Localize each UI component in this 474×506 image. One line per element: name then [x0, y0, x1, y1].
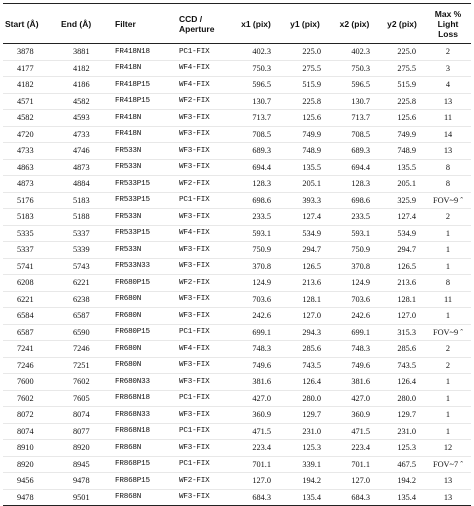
cell-filter: FR680N33: [113, 374, 177, 391]
cell-start: 5335: [3, 225, 59, 242]
cell-filter: FR533N: [113, 242, 177, 259]
cell-end: 6590: [59, 324, 113, 341]
cell-max-light-loss: 8: [425, 159, 471, 176]
cell-filter: FR418N: [113, 126, 177, 143]
cell-filter: FR868P15: [113, 456, 177, 473]
cell-y2: 275.5: [379, 60, 425, 77]
cell-filter: FR418P15: [113, 77, 177, 94]
cell-y2: 127.0: [379, 308, 425, 325]
cell-max-light-loss: 1: [425, 225, 471, 242]
cell-x2: 749.6: [330, 357, 379, 374]
cell-filter: FR680N: [113, 291, 177, 308]
cell-start: 6584: [3, 308, 59, 325]
cell-max-light-loss: 13: [425, 473, 471, 490]
cell-x2: 360.9: [330, 407, 379, 424]
table-row: [3, 126, 471, 143]
cell-x1: 703.6: [232, 291, 280, 308]
header-ccd-aperture: CCD / Aperture: [177, 4, 232, 44]
cell-ccd-aperture: WF2-FIX: [177, 176, 232, 193]
cell-y2: 285.6: [379, 341, 425, 358]
cell-filter: FR533N: [113, 209, 177, 226]
cell-filter: FR680P15: [113, 324, 177, 341]
cell-ccd-aperture: WF3-FIX: [177, 308, 232, 325]
table-row: [3, 159, 471, 176]
header-y1: y1 (pix): [280, 4, 330, 44]
cell-ccd-aperture: WF3-FIX: [177, 242, 232, 259]
cell-y2: 213.6: [379, 275, 425, 292]
cell-ccd-aperture: WF3-FIX: [177, 357, 232, 374]
cell-x1: 713.7: [232, 110, 280, 127]
table-row: [3, 440, 471, 457]
cell-x2: 471.5: [330, 423, 379, 440]
cell-start: 7602: [3, 390, 59, 407]
cell-y1: 128.1: [280, 291, 330, 308]
cell-y2: 515.9: [379, 77, 425, 94]
cell-x2: 370.8: [330, 258, 379, 275]
cell-max-light-loss: 13: [425, 143, 471, 160]
cell-y1: 339.1: [280, 456, 330, 473]
cell-x1: 427.0: [232, 390, 280, 407]
cell-x1: 127.0: [232, 473, 280, 490]
cell-filter: FR533N33: [113, 258, 177, 275]
cell-x1: 596.5: [232, 77, 280, 94]
cell-ccd-aperture: WF3-FIX: [177, 143, 232, 160]
cell-start: 9456: [3, 473, 59, 490]
table-body: [3, 44, 471, 506]
cell-y2: 748.9: [379, 143, 425, 160]
cell-x2: 698.6: [330, 192, 379, 209]
table-row: [3, 341, 471, 358]
table-row: [3, 143, 471, 160]
cell-x1: 471.5: [232, 423, 280, 440]
cell-start: 7246: [3, 357, 59, 374]
cell-y1: 275.5: [280, 60, 330, 77]
cell-y2: 125.6: [379, 110, 425, 127]
cell-ccd-aperture: WF3-FIX: [177, 440, 232, 457]
cell-x1: 750.3: [232, 60, 280, 77]
cell-x1: 223.4: [232, 440, 280, 457]
cell-y2: 225.8: [379, 93, 425, 110]
cell-x1: 689.3: [232, 143, 280, 160]
cell-y2: 467.5: [379, 456, 425, 473]
cell-filter: FR868N: [113, 440, 177, 457]
cell-ccd-aperture: WF2-FIX: [177, 93, 232, 110]
cell-start: 9478: [3, 489, 59, 506]
cell-ccd-aperture: PC1-FIX: [177, 390, 232, 407]
cell-y1: 749.9: [280, 126, 330, 143]
cell-start: 7600: [3, 374, 59, 391]
cell-y1: 126.4: [280, 374, 330, 391]
table-row: [3, 77, 471, 94]
cell-max-light-loss: FOV~9 ˆ: [425, 192, 471, 209]
table-row: [3, 258, 471, 275]
cell-y2: 225.0: [397, 47, 416, 57]
table-row: [3, 291, 471, 308]
table-row: [3, 423, 471, 440]
cell-x1: 708.5: [232, 126, 280, 143]
table-row: [3, 456, 471, 473]
cell-ccd-aperture: PC1-FIX: [177, 423, 232, 440]
cell-start: 4582: [3, 110, 59, 127]
cell-filter: FR418N: [113, 110, 177, 127]
cell-end: 7602: [59, 374, 113, 391]
cell-start: 4571: [3, 93, 59, 110]
cell-end: 8945: [59, 456, 113, 473]
table-row: [3, 275, 471, 292]
cell-y1: 213.6: [280, 275, 330, 292]
cell-end: 9501: [59, 489, 113, 506]
cell-y1: 231.0: [280, 423, 330, 440]
cell-y2: 126.4: [379, 374, 425, 391]
cell-x2: 694.4: [330, 159, 379, 176]
cell-x2: 127.0: [330, 473, 379, 490]
cell-x2: 701.1: [330, 456, 379, 473]
cell-y1: 127.4: [280, 209, 330, 226]
cell-y1: 205.1: [280, 176, 330, 193]
cell-x2: 427.0: [330, 390, 379, 407]
cell-filter: FR533N: [113, 159, 177, 176]
cell-ccd-aperture: WF4-FIX: [177, 341, 232, 358]
cell-y2: 135.5: [379, 159, 425, 176]
cell-x1: 128.3: [232, 176, 280, 193]
cell-end: 4873: [59, 159, 113, 176]
cell-x1: 130.7: [232, 93, 280, 110]
table-row: [3, 60, 471, 77]
cell-y2: 194.2: [379, 473, 425, 490]
cell-x2: 233.5: [330, 209, 379, 226]
cell-x1: 360.9: [232, 407, 280, 424]
cell-start: 5337: [3, 242, 59, 259]
cell-start: 6221: [3, 291, 59, 308]
cell-x2: 689.3: [330, 143, 379, 160]
cell-max-light-loss: 8: [425, 176, 471, 193]
cell-y2: 231.0: [379, 423, 425, 440]
cell-max-light-loss: 1: [425, 242, 471, 259]
cell-y2: 125.3: [379, 440, 425, 457]
table-row: [3, 308, 471, 325]
cell-max-light-loss: 1: [425, 374, 471, 391]
cell-filter: FR533P15: [113, 176, 177, 193]
cell-x1: 684.3: [232, 489, 280, 506]
cell-y1: 743.5: [280, 357, 330, 374]
cell-start: 8910: [3, 440, 59, 457]
cell-x2: 381.6: [330, 374, 379, 391]
cell-filter: FR533P15: [113, 225, 177, 242]
cell-ccd-aperture: WF3-FIX: [177, 126, 232, 143]
table-row: [3, 357, 471, 374]
cell-end: 5188: [59, 209, 113, 226]
cell-x1: 701.1: [232, 456, 280, 473]
cell-y1: 125.6: [280, 110, 330, 127]
cell-max-light-loss: 8: [425, 275, 471, 292]
cell-end: 5183: [59, 192, 113, 209]
header-end: End (Å): [59, 4, 113, 44]
cell-max-light-loss: 11: [425, 291, 471, 308]
cell-y2: 294.7: [379, 242, 425, 259]
cell-x2: 750.3: [330, 60, 379, 77]
cell-y2: 315.3: [379, 324, 425, 341]
cell-x2: 130.7: [330, 93, 379, 110]
cell-y2: 127.4: [379, 209, 425, 226]
cell-max-light-loss: 13: [425, 93, 471, 110]
table-row: [3, 93, 471, 110]
cell-end: 4733: [59, 126, 113, 143]
cell-y2: 749.9: [379, 126, 425, 143]
cell-x2: 703.6: [330, 291, 379, 308]
cell-max-light-loss: 1: [425, 423, 471, 440]
cell-filter: FR418N18: [115, 47, 150, 56]
cell-x1: 750.9: [232, 242, 280, 259]
cell-ccd-aperture: WF2-FIX: [177, 275, 232, 292]
header-x2: x2 (pix): [330, 4, 379, 44]
cell-y1: 534.9: [280, 225, 330, 242]
header-y2: y2 (pix): [379, 4, 425, 44]
cell-x1: 124.9: [232, 275, 280, 292]
cell-end: 7246: [59, 341, 113, 358]
cell-end: 5743: [59, 258, 113, 275]
header-start: Start (Å): [3, 4, 59, 44]
cell-ccd-aperture: PC1-FIX: [177, 324, 232, 341]
cell-ccd-aperture: WF3-FIX: [177, 159, 232, 176]
cell-y2: 534.9: [379, 225, 425, 242]
cell-end: 8077: [59, 423, 113, 440]
cell-x2: 223.4: [330, 440, 379, 457]
cell-x1: 370.8: [232, 258, 280, 275]
table-row: [3, 209, 471, 226]
cell-x1: 402.3: [252, 47, 271, 57]
cell-x2: 593.1: [330, 225, 379, 242]
cell-x2: 713.7: [330, 110, 379, 127]
cell-x1: 699.1: [232, 324, 280, 341]
cell-x1: 749.6: [232, 357, 280, 374]
cell-filter: FR868N18: [113, 390, 177, 407]
cell-y1: 225.0: [302, 47, 321, 57]
cell-y1: 135.4: [280, 489, 330, 506]
cell-max-light-loss: 11: [425, 110, 471, 127]
cell-filter: FR533P15: [113, 192, 177, 209]
cell-x1: 242.6: [232, 308, 280, 325]
cell-y2: 135.4: [379, 489, 425, 506]
cell-end: 4884: [59, 176, 113, 193]
cell-end: 4182: [59, 60, 113, 77]
cell-start: 6208: [3, 275, 59, 292]
cell-start: 8072: [3, 407, 59, 424]
cell-y1: 126.5: [280, 258, 330, 275]
cell-start: 4873: [3, 176, 59, 193]
cell-start: 5176: [3, 192, 59, 209]
cell-ccd-aperture: WF4-FIX: [177, 225, 232, 242]
cell-filter: FR533N: [113, 143, 177, 160]
cell-y2: 128.1: [379, 291, 425, 308]
table-row: [3, 242, 471, 259]
cell-end: 4582: [59, 93, 113, 110]
cell-max-light-loss: 1: [425, 407, 471, 424]
cell-end: 4186: [59, 77, 113, 94]
cell-filter: FR418N: [113, 60, 177, 77]
cell-start: 6587: [3, 324, 59, 341]
cell-end: 6587: [59, 308, 113, 325]
cell-start: 3878: [17, 47, 34, 57]
cell-x1: 748.3: [232, 341, 280, 358]
cell-ccd-aperture: WF4-FIX: [177, 60, 232, 77]
cell-filter: FR868P15: [113, 473, 177, 490]
cell-ccd-aperture: WF4-FIX: [177, 77, 232, 94]
cell-y1: 393.3: [280, 192, 330, 209]
cell-max-light-loss: 2: [425, 357, 471, 374]
cell-x2: 748.3: [330, 341, 379, 358]
cell-end: 3881: [73, 47, 90, 57]
cell-ccd-aperture: WF3-FIX: [177, 110, 232, 127]
cell-end: 9478: [59, 473, 113, 490]
cell-start: 7241: [3, 341, 59, 358]
cell-x2: 402.3: [351, 47, 370, 57]
cell-x1: 593.1: [232, 225, 280, 242]
cell-y2: 743.5: [379, 357, 425, 374]
cell-x2: 750.9: [330, 242, 379, 259]
cell-max-light-loss: 1: [425, 308, 471, 325]
cell-y1: 280.0: [280, 390, 330, 407]
cell-y1: 135.5: [280, 159, 330, 176]
cell-x1: 698.6: [232, 192, 280, 209]
cell-end: 7605: [59, 390, 113, 407]
cell-ccd-aperture: WF3-FIX: [177, 407, 232, 424]
cell-y1: 125.3: [280, 440, 330, 457]
cell-max-light-loss: 2: [425, 209, 471, 226]
cell-filter: FR418P15: [113, 93, 177, 110]
cell-y1: 285.6: [280, 341, 330, 358]
cell-ccd-aperture: PC1-FIX: [179, 47, 210, 56]
cell-ccd-aperture: PC1-FIX: [177, 192, 232, 209]
table-row: [3, 489, 471, 506]
cell-y2: 325.9: [379, 192, 425, 209]
table-header-row: [3, 4, 471, 44]
cell-end: 7251: [59, 357, 113, 374]
table-row: [3, 374, 471, 391]
cell-x2: 124.9: [330, 275, 379, 292]
cell-y1: 129.7: [280, 407, 330, 424]
cell-filter: FR868N18: [113, 423, 177, 440]
cell-x2: 708.5: [330, 126, 379, 143]
cell-max-light-loss: FOV~7 ˆ: [425, 456, 471, 473]
cell-ccd-aperture: WF3-FIX: [177, 374, 232, 391]
cell-start: 4177: [3, 60, 59, 77]
cell-max-light-loss: 3: [425, 60, 471, 77]
table-row: [3, 407, 471, 424]
cell-start: 4863: [3, 159, 59, 176]
cell-end: 8920: [59, 440, 113, 457]
cell-ccd-aperture: WF2-FIX: [177, 473, 232, 490]
cell-y2: 205.1: [379, 176, 425, 193]
cell-start: 8074: [3, 423, 59, 440]
cell-end: 4593: [59, 110, 113, 127]
cell-end: 4746: [59, 143, 113, 160]
cell-x2: 684.3: [330, 489, 379, 506]
cell-start: 4720: [3, 126, 59, 143]
cell-ccd-aperture: WF3-FIX: [177, 209, 232, 226]
cell-ccd-aperture: PC1-FIX: [177, 456, 232, 473]
cell-x2: 699.1: [330, 324, 379, 341]
cell-max-light-loss: 1: [425, 258, 471, 275]
cell-start: 8920: [3, 456, 59, 473]
cell-x1: 694.4: [232, 159, 280, 176]
table-row: [3, 225, 471, 242]
table-row: [3, 390, 471, 407]
table-row: [3, 324, 471, 341]
cell-end: 8074: [59, 407, 113, 424]
cell-start: 5741: [3, 258, 59, 275]
cell-max-light-loss: 2: [445, 47, 451, 57]
cell-filter: FR868N33: [113, 407, 177, 424]
cell-filter: FR868N: [113, 489, 177, 506]
cell-y2: 126.5: [379, 258, 425, 275]
table-row: [3, 44, 471, 61]
table-row: [3, 192, 471, 209]
cell-y1: 748.9: [280, 143, 330, 160]
cell-end: 5339: [59, 242, 113, 259]
cell-x2: 596.5: [330, 77, 379, 94]
cell-y1: 515.9: [280, 77, 330, 94]
table-row: [3, 110, 471, 127]
light-loss-table: [3, 3, 471, 506]
header-max-light-loss: Max % Light Loss: [425, 4, 471, 44]
cell-max-light-loss: FOV~9 ˆ: [425, 324, 471, 341]
cell-y1: 127.0: [280, 308, 330, 325]
cell-x1: 233.5: [232, 209, 280, 226]
cell-ccd-aperture: WF3-FIX: [177, 489, 232, 506]
cell-y1: 225.8: [280, 93, 330, 110]
cell-filter: FR680N: [113, 357, 177, 374]
cell-filter: FR680N: [113, 341, 177, 358]
header-filter: Filter: [113, 4, 177, 44]
cell-start: 4733: [3, 143, 59, 160]
cell-start: 4182: [3, 77, 59, 94]
cell-end: 5337: [59, 225, 113, 242]
cell-x2: 128.3: [330, 176, 379, 193]
cell-ccd-aperture: WF3-FIX: [177, 291, 232, 308]
table-row: [3, 176, 471, 193]
cell-y1: 294.3: [280, 324, 330, 341]
cell-x2: 242.6: [330, 308, 379, 325]
cell-y1: 194.2: [280, 473, 330, 490]
cell-filter: FR680P15: [113, 275, 177, 292]
header-x1: x1 (pix): [232, 4, 280, 44]
cell-max-light-loss: 4: [425, 77, 471, 94]
cell-x1: 381.6: [232, 374, 280, 391]
cell-max-light-loss: 12: [425, 440, 471, 457]
cell-y2: 129.7: [379, 407, 425, 424]
cell-end: 6221: [59, 275, 113, 292]
cell-ccd-aperture: WF3-FIX: [177, 258, 232, 275]
cell-y1: 294.7: [280, 242, 330, 259]
cell-filter: FR680N: [113, 308, 177, 325]
cell-y2: 280.0: [379, 390, 425, 407]
cell-max-light-loss: 13: [425, 489, 471, 506]
cell-end: 6238: [59, 291, 113, 308]
cell-max-light-loss: 1: [425, 390, 471, 407]
cell-max-light-loss: 2: [425, 341, 471, 358]
cell-start: 5183: [3, 209, 59, 226]
cell-max-light-loss: 14: [425, 126, 471, 143]
